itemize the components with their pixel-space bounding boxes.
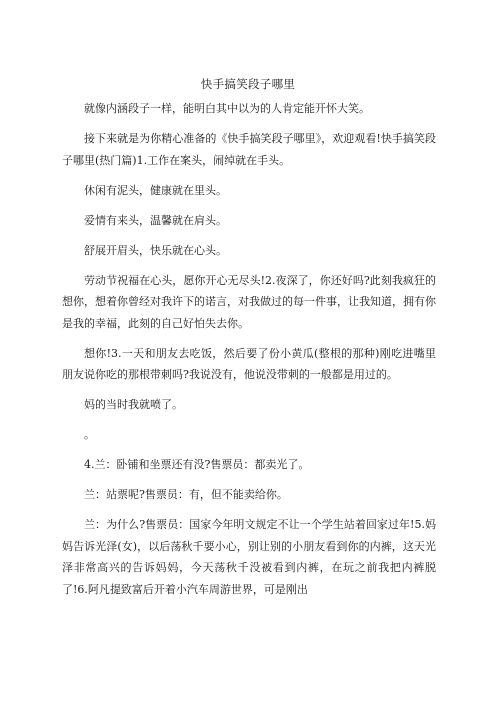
paragraph: 劳动节祝福在心头，愿你开心无尽头!2.夜深了，你还好吗?此刻我疯狂的想你，想着你曾经对我许下的诺言，对我做过的每一件事，让我知道，拥有你是我的幸福，此刻的自己好怕失去你。	[62, 273, 436, 330]
paragraph: 舒展开眉头，快乐就在心头。	[84, 243, 227, 257]
paragraph: 爱情有来头，温馨就在肩头。	[84, 213, 227, 227]
paragraph: 就像内涵段子一样，能明白其中以为的人肯定能开怀大笑。	[84, 102, 370, 115]
paragraph: 接下来就是为你精心准备的《快手搞笑段子哪里》，欢迎观看!快手搞笑段子哪里(热门篇)1.工作在案头，闹绰就在手头。	[62, 132, 436, 167]
document-title: 快手搞笑段子哪里	[200, 77, 296, 91]
paragraph: 休闲有泥头，健康就在里头。	[84, 183, 227, 197]
paragraph: 兰：站票呢?售票员：有，但不能卖给你。	[84, 488, 288, 501]
document-body	[62, 98, 436, 609]
paragraph: 兰：为什么?售票员：国家今年明文规定不让一个学生站着回家过年!5.妈妈告诉光泽(女)，以后荡秋千要小心，别让别的小朋友看到你的内裤，这天光泽非常高兴的告诉妈妈，今天荡秋千没被看到内裤，在玩之前我把内裤脱了!6.阿凡提致富后开着小汽车周游世界，可是刚出	[62, 518, 436, 596]
paragraph: 想你!3.一天和朋友去吃饭，然后要了份小黄瓜(整根的那种)刚吃进嘴里朋友说你吃的那根带刺吗?我说没有，他说没带刺的一般都是用过的。	[62, 346, 436, 381]
paragraph: 妈的当时我就喷了。	[84, 398, 183, 411]
paragraph: 4.兰：卧铺和坐票还有没?售票员：都卖光了。	[84, 458, 310, 471]
paragraph: 。	[84, 428, 95, 441]
